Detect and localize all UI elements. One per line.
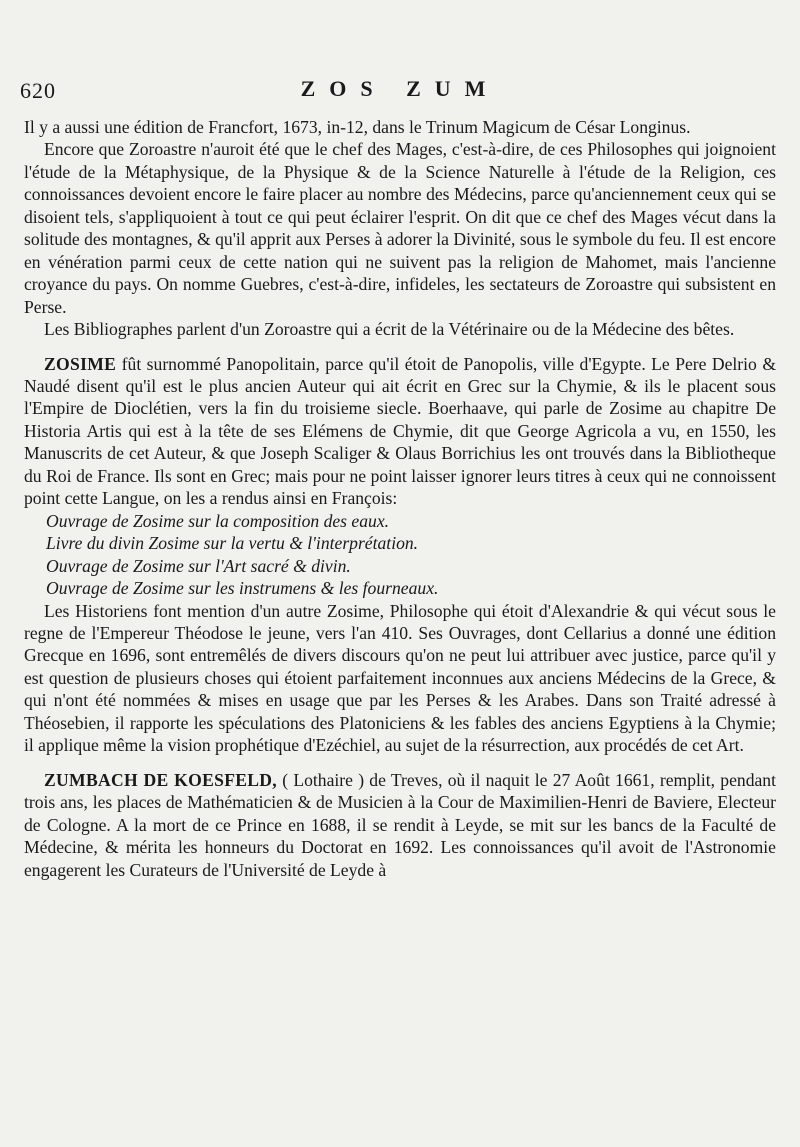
paragraph-bibliographes: Les Bibliographes parlent d'un Zoroastre qui a écrit de la Vétérinaire ou de la Médecine des bêtes. — [44, 319, 735, 340]
paragraph-edition: Il y a aussi une édition de Francfort, 1673, in-12, dans le Trinum Magicum de César Longinus. — [24, 117, 691, 137]
entry-headword: ZUMBACH DE KOESFELD, — [44, 769, 278, 790]
entry-headword: ZOSIME — [44, 353, 117, 374]
page-number: 620 — [20, 78, 56, 103]
body-text — [24, 116, 776, 881]
work-title: Ouvrage de Zosime sur l'Art sacré & divin. — [46, 555, 351, 576]
paragraph-zoroastre: Encore que Zoroastre n'auroit été que le chef des Mages, c'est-à-dire, de ces Philosophes qui joignoient l'étude de la Métaphysique, de la Physique & de la Science Naturelle à l'étude de la Religion, ces connoissances devoient encore le faire placer au nombre des Médecins, parce qu'anciennement ceux qui se disoient tels, s'appliquoient à tout ce qui peut éclairer l'esprit. On dit que ce chef des Mages vécut dans la solitude des montagnes, & qu'il apprit aux Perses à adorer la Divinité, sous le symbole du feu. Il est encore en vénération parmi ceux de cette nation qui ne suivent pas la religion de Mahomet, mais l'ancienne croyance du pays. On nomme Guebres, c'est-à-dire, infideles, les sectateurs de Zoroastre qui subsistent en Perse. — [24, 139, 776, 317]
entry-zosime-second: Les Historiens font mention d'un autre Zosime, Philosophe qui étoit d'Alexandrie & qui vécut sous le regne de l'Empereur Théodose le jeune, vers l'an 410. Ses Ouvrages, dont Cellarius a donné une édition Grecque en 1696, sont entremêlés de divers discours qu'on ne peut lui attribuer avec justice, parce qu'il y est question de plusieurs choses qui étoient parfaitement inconnues aux anciens Médecins de la Grece, & qui n'ont été nommées & mises en usage que par les Perses & les Arabes. Dans son Traité adressé à Théosebien, il rapporte les spéculations des Platoniciens & les fables des anciens Egyptiens à la Chymie; il applique même la vision prophétique d'Ezéchiel, au sujet de la résurrection, aux procédés de cet Art. — [24, 600, 776, 756]
work-title: Ouvrage de Zosime sur la composition des eaux. — [46, 510, 390, 531]
entry-zosime — [24, 353, 776, 757]
entry-zumbach — [24, 769, 776, 881]
entry-zosime-intro: fût surnommé Panopolitain, parce qu'il étoit de Panopolis, ville d'Egypte. Le Pere Delrio & Naudé disent qu'il est le plus ancien Auteur qui ait écrit en Grec sur la Chymie, & ils le placent sous l'Empire de Dioclétien, vers la fin du troisieme siecle. Boerhaave, qui parle de Zosime au chapitre De Historia Artis qui est à la tête de ses Elémens de Chymie, dit que George Agricola a vu, en 1550, les Manuscrits de cet Auteur, & que Joseph Scaliger & Olaus Borrichius les ont trouvés dans la Bibliotheque du Roi de France. Ils sont en Grec; mais pour ne point laisser ignorer leurs titres à ceux qui ne connoissent point cette Langue, on les a rendus ainsi en François: — [24, 353, 776, 509]
work-title: Ouvrage de Zosime sur les instrumens & les fourneaux. — [46, 578, 439, 599]
entry-zumbach-text: ( Lothaire ) de Treves, où il naquit le 27 Août 1661, remplit, pendant trois ans, les places de Mathématicien & de Musicien à la Cour de Maximilien-Henri de Baviere, Electeur de Cologne. A la mort de ce Prince en 1688, il se rendit à Leyde, se mit sur les bancs de la Faculté de Médecine, & mérita les honneurs du Doctorat en 1692. Les connoissances qu'il avoit de l'Astronomie engagerent les Curateurs de l'Université de Leyde à — [24, 769, 776, 880]
page-header — [20, 76, 780, 106]
running-head: ZOS ZUM — [300, 76, 500, 101]
work-title: Livre du divin Zosime sur la vertu & l'interprétation. — [46, 533, 419, 554]
works-list — [24, 510, 776, 600]
